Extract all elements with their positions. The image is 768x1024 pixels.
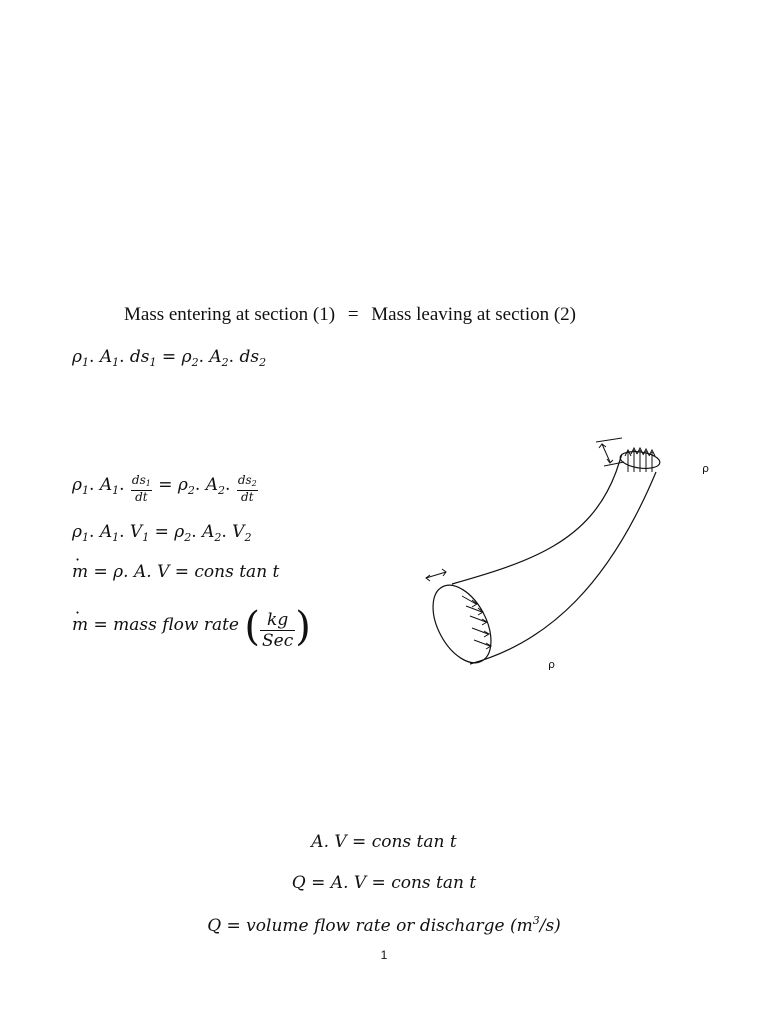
statement-left: Mass entering at section (1): [124, 304, 336, 325]
inlet-velocity-arrows: [462, 596, 491, 649]
mass-conservation-statement: [124, 304, 576, 326]
curved-pipe-diagram: [410, 432, 730, 692]
density-label-outlet: ρ: [702, 462, 709, 475]
fraction-ds2-dt: $\frac{ds_2}{dt}$: [237, 473, 257, 504]
fraction-ds1-dt: $\frac{ds_1}{dt}$: [131, 473, 151, 504]
equation-mass-rate: $\rho_1$. $A_1$. $\frac{ds_1}{dt}$ = $\rho_2$. $A_2$. $\frac{ds_2}{dt}$: [72, 473, 257, 504]
equation-mass-flow-constant: · m = ρ. A. V = cons tan t: [72, 562, 279, 582]
statement-equals: =: [347, 304, 359, 325]
equation-velocity-form: $\rho_1$. $A_1$. $V_1 = \rho_2$. $A_2$. $V_2$: [72, 522, 252, 544]
equation-mass-flow-rate: · m = mass flow rate ( $\frac{kg}{\text{Sec}}$ ): [72, 604, 311, 651]
page-number: 1: [380, 948, 388, 962]
pipe-lower-edge: [470, 472, 656, 664]
equation-q-definition: Q = volume flow rate or discharge $(m^3/s)$: [207, 914, 561, 936]
equation-q-constant: Q = A. V = cons tan t: [291, 873, 477, 893]
inlet-ds-dimension: [426, 569, 446, 581]
density-label-inlet: ρ: [548, 658, 555, 671]
equation-av-constant: A. V = cons tan t: [311, 832, 457, 852]
equation-mass-elements: $\rho_1$. $A_1$. $ds_1 = \rho_2$. $A_2$. $ds_2$: [72, 347, 267, 369]
fraction-kg-sec: $\frac{kg}{\text{Sec}}$: [262, 610, 294, 651]
pipe-upper-edge: [452, 454, 622, 584]
statement-right: Mass leaving at section (2): [371, 304, 577, 325]
